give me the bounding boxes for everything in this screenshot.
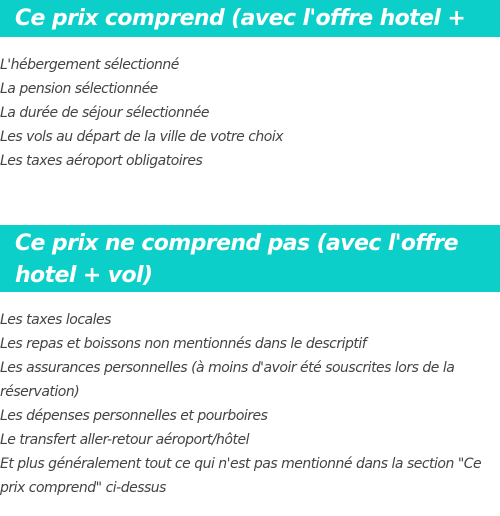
list-item: Les taxes aéroport obligatoires: [0, 153, 203, 169]
list-item: Les repas et boissons non mentionnés dans le descriptif: [0, 336, 367, 352]
excluded-section-title: Ce prix ne comprend pas (avec l'offre hotel + vol): [0, 225, 500, 292]
list-item: La durée de séjour sélectionnée: [0, 105, 209, 121]
excluded-items-list: [0, 308, 500, 500]
list-item: Les dépenses personnelles et pourboires: [0, 408, 268, 424]
list-item: Le transfert aller-retour aéroport/hôtel: [0, 432, 249, 448]
list-item: Et plus généralement tout ce qui n'est pas mentionné dans la section "Ce prix comprend" ci-dessus: [0, 456, 482, 496]
list-item: La pension sélectionnée: [0, 81, 158, 97]
list-item: L'hébergement sélectionné: [0, 57, 179, 73]
list-item: Les taxes locales: [0, 312, 111, 328]
included-items-list: [0, 53, 500, 173]
included-section-title: Ce prix comprend (avec l'offre hotel + vol): [0, 0, 500, 37]
list-item: Les assurances personnelles (à moins d'avoir été souscrites lors de la réservation): [0, 360, 455, 400]
list-item: Les vols au départ de la ville de votre choix: [0, 129, 284, 145]
